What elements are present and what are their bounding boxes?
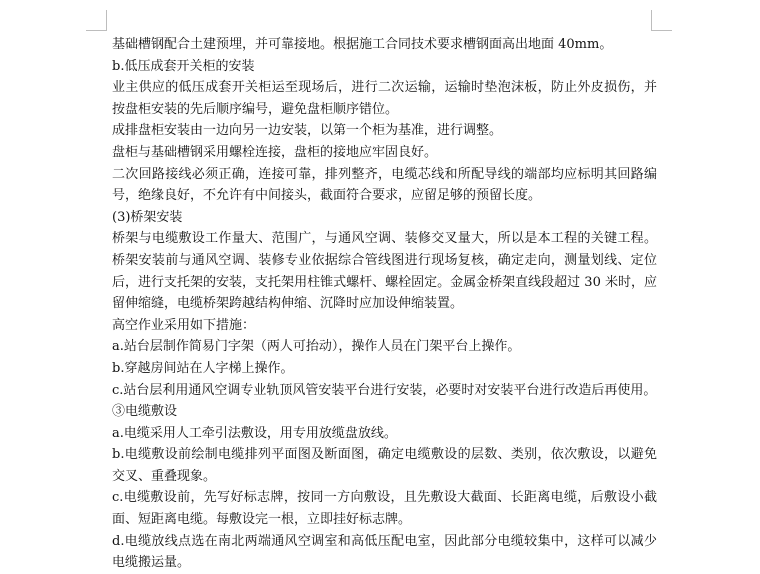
margin-corner-mark-right	[651, 10, 672, 31]
margin-corner-mark-left	[86, 10, 107, 31]
list-item-ladder: b.穿越房间站在人字梯上操作。	[112, 360, 294, 376]
list-item-platform: c.站台层利用通风空调专业轨顶风管安装平台进行安装，必要时对安装平台进行改造后再使用。	[112, 382, 657, 398]
paragraph-switchgear-transport: 业主供应的低压成套开关柜运至现场后，进行二次运输，运输时垫泡沫板，防止外皮损伤，并按盘柜安装的先后顺序编号，避免盘柜顺序错位。	[112, 80, 657, 117]
paragraph-cabinet-row-installation: 成排盘柜安装由一边向另一边安装，以第一个柜为基准，进行调整。	[112, 123, 503, 139]
list-item-cable-pulling-points: d.电缆放线点选在南北两端通风空调室和高低压配电室，因此部分电缆较集中，这样可以减少电缆搬运量。	[112, 533, 657, 571]
list-item-cable-layout-drawing: b.电缆敷设前绘制电缆排列平面图及断面图，确定电缆敷设的层数、类别，依次敷设，以避免交叉、重叠现象。	[112, 447, 657, 484]
heading-cable-laying: ③电缆敷设	[112, 404, 178, 420]
heading-low-voltage-switchgear: b.低压成套开关柜的安装	[112, 58, 255, 74]
document-body	[112, 34, 657, 574]
paragraph-cable-tray-details: 桥架与电缆敷设工作量大、范围广，与通风空调、装修交叉量大，所以是本工程的关键工程。桥架安装前与通风空调、装修专业依据综合管线图进行现场复核，确定走向，测量划线、定位后，进行支托架的安装，支托架用柱锥式螺杆、螺栓固定。金属金桥架直线段超过 30 米时，应留伸缩缝，电缆桥架跨越结构伸缩、沉降时应加设伸缩装置。	[112, 231, 657, 312]
list-item-cable-tags: c.电缆敷设前，先写好标志牌，按同一方向敷设，且先敷设大截面、长距离电缆，后敷设小截面、短距离电缆。每敷设完一根，立即挂好标志牌。	[112, 490, 657, 528]
paragraph-high-altitude-measures: 高空作业采用如下措施：	[112, 317, 256, 333]
list-item-manual-traction: a.电缆采用人工牵引法敷设，用专用放缆盘放线。	[112, 425, 397, 441]
paragraph-secondary-wiring: 二次回路接线必须正确，连接可靠，排列整齐，电缆芯线和所配导线的端部均应标明其回路编号，绝缘良好，不允许有中间接头，截面符合要求，应留足够的预留长度。	[112, 166, 657, 204]
paragraph-bolt-connection: 盘柜与基础槽钢采用螺栓连接，盘柜的接地应牢固良好。	[112, 144, 438, 160]
list-item-door-frame: a.站台层制作简易门字架（两人可抬动），操作人员在门架平台上操作。	[112, 339, 521, 355]
paragraph-channel-steel-grounding: 基础槽钢配合土建预埋，并可靠接地。根据施工合同技术要求槽钢面高出地面 40mm。	[112, 37, 613, 52]
heading-cable-tray-installation: (3)桥架安装	[112, 209, 183, 225]
